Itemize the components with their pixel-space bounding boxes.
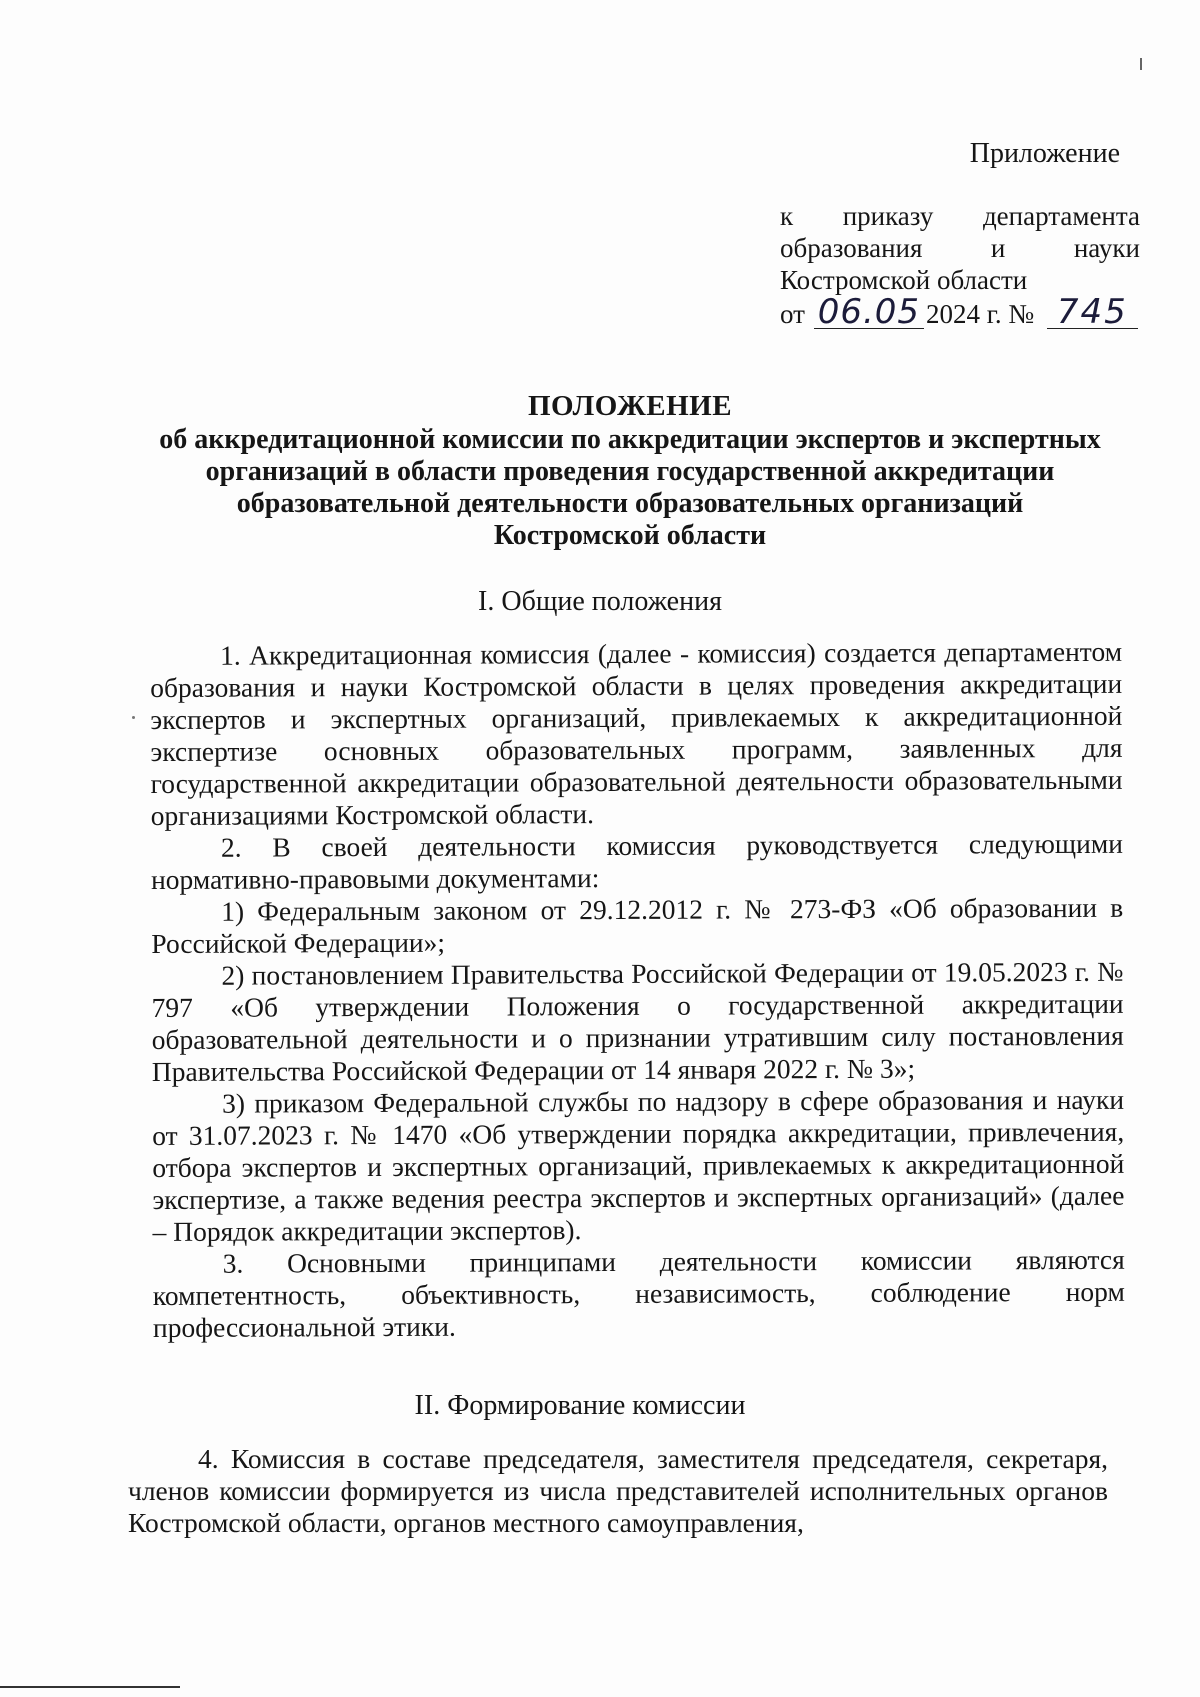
handwritten-order-date: 06.05 xyxy=(814,296,924,329)
order-line-1: к приказу департамента xyxy=(780,201,1140,231)
list-item-3: 3) приказом Федеральной службы по надзору в сфере образования и науки от 31.07.2023 г. № 1470 «Об утверждении порядка аккредитации, привлечения, отбора экспертов и экспертных организаций, привлекаемых к аккредитационной экспертизе, а также ведения реестра экспертов и экспертных организаций» (далее – Порядок аккредитации экспертов). xyxy=(152,1083,1125,1247)
order-year: 2024 г. № xyxy=(926,299,1035,329)
order-line-2: образования и науки xyxy=(780,233,1140,263)
paragraph-4: 4. Комиссия в составе председателя, заместителя председателя, секретаря, членов комиссии формируется из числа представителей исполнительных органов Костромской области, органов местного самоуправления, xyxy=(128,1443,1108,1538)
paragraph-1: 1. Аккредитационная комиссия (далее - комиссия) создается департаментом образования и науки Костромской области в целях проведения аккредитации экспертов и экспертных организаций, привлекаемых к аккредитационной экспертизе основных образовательных программ, заявленных для государственной аккредитации образовательной деятельности образовательными организациями Костромской области. xyxy=(150,635,1123,831)
section-2-body xyxy=(128,1443,1108,1539)
appendix-label: Приложение xyxy=(969,138,1120,169)
section-2-heading: II. Формирование комиссии xyxy=(414,1390,746,1421)
title-line-2: организаций в области проведения государственной аккредитации xyxy=(205,456,1055,487)
scan-speck xyxy=(132,716,135,719)
document-title xyxy=(120,390,1140,552)
paragraph-3: 3. Основными принципами деятельности комиссии являются компетентность, объективность, независимость, соблюдение норм профессиональной этики. xyxy=(152,1243,1125,1343)
handwritten-order-number: 745 xyxy=(1047,296,1138,329)
list-item-1: 1) Федеральным законом от 29.12.2012 г. № 273-ФЗ «Об образовании в Российской Федерации»; xyxy=(151,891,1124,959)
order-date-line xyxy=(780,292,1140,332)
order-reference xyxy=(780,200,1140,330)
title-main: ПОЛОЖЕНИЕ xyxy=(527,390,733,422)
title-line-4: Костромской области xyxy=(493,520,767,551)
order-prefix: от xyxy=(780,299,805,329)
list-item-2: 2) постановлением Правительства Российской Федерации от 19.05.2023 г. № 797 «Об утверждении Положения о государственной аккредитации образовательной деятельности и о признании утратившим силу постановления Правительства Российской Федерации от 14 января 2022 г. № 3»; xyxy=(151,955,1124,1087)
section-1-heading: I. Общие положения xyxy=(478,586,722,617)
order-line-3: Костромской области xyxy=(780,265,1028,295)
section-1-body xyxy=(150,636,1125,1344)
title-line-3: образовательной деятельности образовательных организаций xyxy=(236,488,1024,519)
footer-rule xyxy=(0,1686,180,1688)
paragraph-2: 2. В своей деятельности комиссия руководствуется следующими нормативно-правовыми документами: xyxy=(150,827,1123,895)
scan-mark xyxy=(1140,58,1142,70)
title-line-1: об аккредитационной комиссии по аккредитации экспертов и экспертных xyxy=(159,424,1101,455)
